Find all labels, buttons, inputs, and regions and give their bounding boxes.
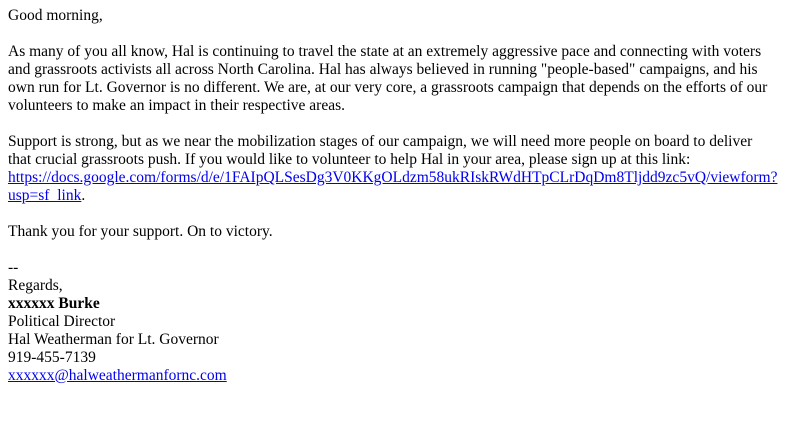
- signature-email-link[interactable]: xxxxxx@halweathermanfornc.com: [8, 367, 227, 384]
- paragraph-line: Support is strong, but as we near the mobilization stages of our campaign, we will need more people on board to deliver: [8, 133, 753, 150]
- signature-phone: 919-455-7139: [8, 349, 96, 366]
- paragraph-line: own run for Lt. Governor is no different. We are, at our very core, a grassroots campaign that depends on the efforts of our: [8, 79, 768, 96]
- paragraph-campaign-intro: [8, 43, 798, 115]
- greeting: Good morning,: [8, 7, 103, 24]
- paragraph-line: As many of you all know, Hal is continuing to travel the state at an extremely aggressive pace and connecting with voters: [8, 43, 762, 60]
- signature-title: Political Director: [8, 313, 116, 330]
- signup-form-link[interactable]: https://docs.google.com/forms/d/e/1FAIpQLSesDg3V0KKgOLdzm58ukRIskRWdHTpCLrDqDm8Tljdd9zc5vQ/viewform?: [8, 169, 778, 186]
- paragraph-line: volunteers to make an impact in their respective areas.: [8, 97, 345, 114]
- signature-regards: Regards,: [8, 277, 63, 294]
- signup-link-row: [8, 169, 798, 187]
- signup-form-link-continued[interactable]: usp=sf_link: [8, 187, 82, 204]
- signature-separator: --: [8, 259, 19, 276]
- signature-email-row: [8, 367, 798, 385]
- email-body: [8, 7, 798, 385]
- paragraph-line: that crucial grassroots push. If you would like to volunteer to help Hal in your area, please sign up at this link:: [8, 151, 691, 168]
- closing-line: Thank you for your support. On to victory.: [8, 223, 273, 240]
- signature-block: [8, 259, 798, 385]
- signature-name: xxxxxx Burke: [8, 295, 100, 312]
- signature-organization: Hal Weatherman for Lt. Governor: [8, 331, 219, 348]
- paragraph-line: and grassroots activists all across North Carolina. Hal has always believed in running "people-based" campaigns, and his: [8, 61, 758, 78]
- link-trailing-period: .: [81, 187, 86, 204]
- signup-link-row: [8, 187, 798, 205]
- paragraph-volunteer-request: [8, 133, 798, 205]
